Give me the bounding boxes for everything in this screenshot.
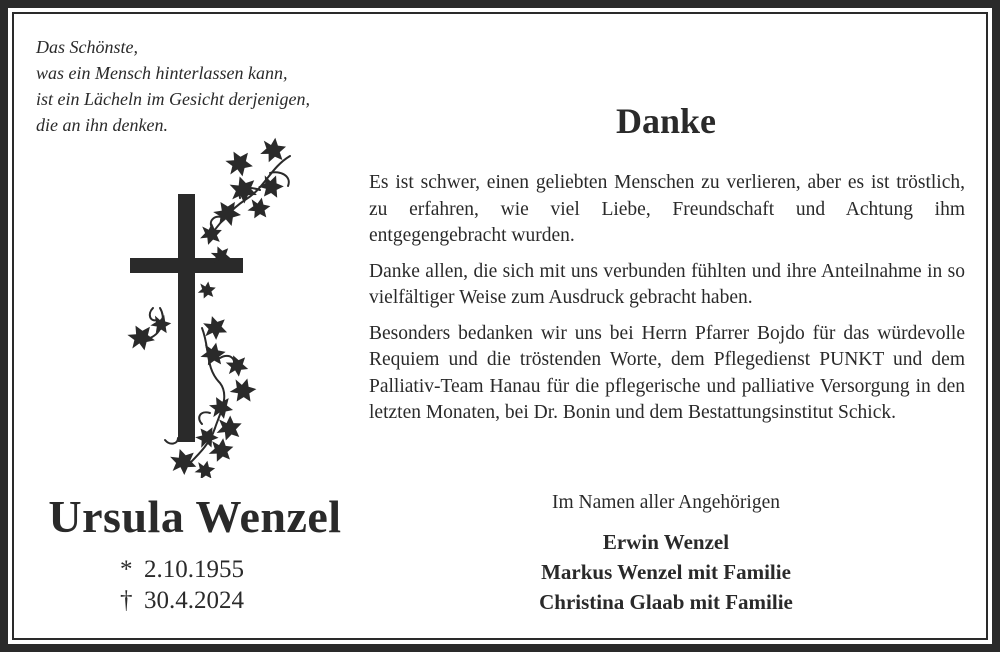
signers-list xyxy=(466,527,866,617)
quote-line: was ein Mensch hinterlassen kann, xyxy=(36,63,288,83)
thanks-text xyxy=(369,170,965,436)
ivy-leaves-icon xyxy=(150,156,290,463)
signer-name: Erwin Wenzel xyxy=(602,530,730,554)
signoff-line: Im Namen aller Angehörigen xyxy=(552,492,780,513)
memorial-quote xyxy=(36,34,366,138)
deceased-name: Ursula Wenzel xyxy=(48,491,342,542)
signer-name: Christina Glaab mit Familie xyxy=(539,590,793,614)
thanks-heading: Danke xyxy=(615,101,717,141)
signer-name: Markus Wenzel mit Familie xyxy=(541,560,791,584)
thanks-paragraph: Besonders bedanken wir uns bei Herrn Pfarrer Bojdo für das würdevolle Requiem und die tröstenden Worte, dem Pflegedienst PUNKT und dem Palliativ-Team Hanau für die pflegerische und palliative Versorgung in den letzten Monaten, bei Dr. Bonin und dem Bestattungsinstitut Schick. xyxy=(369,322,965,423)
birth-row xyxy=(120,554,320,585)
birth-date: 2.10.1955 xyxy=(144,556,244,583)
cross-with-ivy-icon xyxy=(120,128,310,478)
quote-line: ist ein Lächeln im Gesicht derjenigen, xyxy=(36,89,310,109)
death-row xyxy=(120,585,320,616)
death-symbol: † xyxy=(120,587,133,614)
quote-line: Das Schönste, xyxy=(36,37,138,57)
thanks-paragraph: Danke allen, die sich mit uns verbunden fühlten und ihre Anteilnahme in so vielfältiger Weise zum Ausdruck gebracht haben. xyxy=(369,260,965,308)
quote-line: die an ihn denken. xyxy=(36,115,168,135)
life-dates xyxy=(120,554,320,616)
birth-symbol: * xyxy=(120,556,133,583)
death-date: 30.4.2024 xyxy=(144,587,244,614)
thanks-paragraph: Es ist schwer, einen geliebten Menschen zu verlieren, aber es ist tröstlich, zu erfahren, wie viel Liebe, Freundschaft und Achtung ihm entgegengebracht wurden. xyxy=(369,172,965,246)
